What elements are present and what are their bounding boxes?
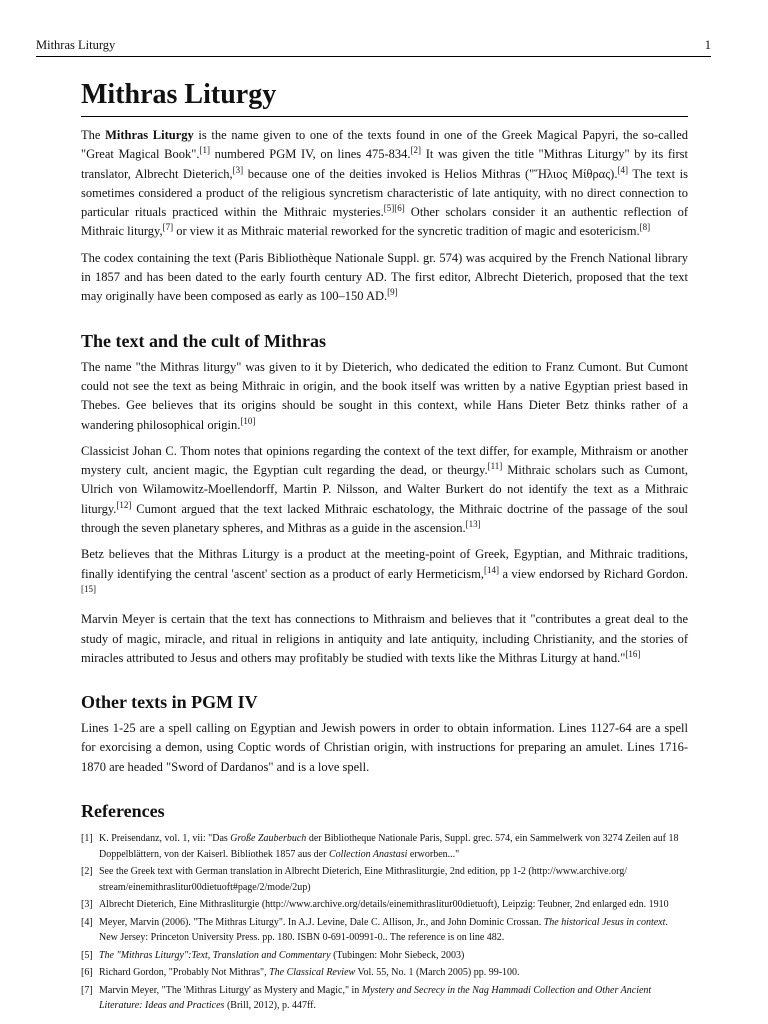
running-header-title: Mithras Liturgy xyxy=(36,38,116,52)
italic-text: The Classical Review xyxy=(269,967,356,979)
italic-text: Collection Anastasi xyxy=(328,848,408,860)
reference-text: See the Greek text with German translation in Albrecht Dieterich, Eine Mithrasliturgie, 2nd edition, pp 1-2 (http://www.archive.org/ stream/einemithraslitur00dietuoft#page/2/mode/2up) xyxy=(99,866,628,893)
section-heading: Other texts in PGM IV xyxy=(81,692,258,713)
citation-link[interactable]: [1] xyxy=(199,145,210,156)
citation-link[interactable]: [14] xyxy=(484,564,499,575)
reference-text: Meyer, Marvin (2006). "The Mithras Liturgy". In A.J. Levine, Dale C. Allison, Jr., and John Dominic Crossan. The historical Jesus in context. New Jersey: Princeton University Press. pp. 180. ISBN 0-691-00991-0.. The reference is on line 482. xyxy=(99,916,668,944)
reference-item xyxy=(81,897,688,913)
citation-link[interactable]: [16] xyxy=(625,648,641,659)
reference-text: Albrecht Dieterich, Eine Mithrasliturgie (http://www.archive.org/details/einemithraslitur00dietuoft), Leipzig: Teubner, 2nd enlarged edn. 1910 xyxy=(99,899,669,911)
article-title: Mithras Liturgy xyxy=(81,78,688,117)
citation-link[interactable]: [12] xyxy=(116,499,132,510)
paragraph: The name "the Mithras liturgy" was given to it by Dieterich, who dedicated the edition to Franz Cumont. But Cumont could not see the text as being Mithraic in origin, and the book itself was written by a native Egyptian priest based in Thebes. Gee believes that its origins should be sought in this context, while Hans Dieter Betz thinks rather of a wandering philosophical origin.[10] xyxy=(81,359,688,432)
paragraph: The codex containing the text (Paris Bibliothèque Nationale Suppl. gr. 574) was acquired by the French National library in 1857 and has been dated to the early fourth century AD. The first editor, Albrecht Dieterich, proposed that the text may originally have been composed as early as 100–150 AD.[9] xyxy=(81,250,688,304)
reference-item xyxy=(81,948,688,964)
bold-term: Mithras Liturgy xyxy=(105,128,194,142)
italic-text: The "Mithras Liturgy":Text, Translation and Commentary xyxy=(99,949,331,961)
citation-link[interactable]: [4] xyxy=(617,164,628,175)
italic-text: Mystery and Secrecy in the Nag Hammadi Collection and Other Ancient Literature: Ideas and Practices xyxy=(99,984,652,1012)
running-header xyxy=(36,38,711,57)
citation-link[interactable]: [15] xyxy=(81,583,96,594)
reference-text: The "Mithras Liturgy":Text, Translation and Commentary (Tubingen: Mohr Siebeck, 2003) xyxy=(99,949,465,961)
italic-text: The historical Jesus in context xyxy=(543,916,666,928)
citation-link[interactable]: [3] xyxy=(232,164,244,175)
section-heading: The text and the cult of Mithras xyxy=(81,330,326,351)
reference-number: [4] xyxy=(81,916,93,928)
reference-number: [5] xyxy=(81,949,93,961)
reference-item xyxy=(81,965,688,981)
reference-list xyxy=(81,831,688,1014)
reference-number: [6] xyxy=(81,967,93,979)
page-number: 1 xyxy=(704,38,711,52)
citation-link[interactable]: [8] xyxy=(639,222,651,233)
article-body xyxy=(81,78,688,1016)
paragraph: Marvin Meyer is certain that the text has connections to Mithraism and believes that it "contributes a great deal to the study of magic, miracle, and ritual in religions in antiquity and late antiquity, including Christianity, and the stories of miracles attributed to Jesus and others may profitably be studied with texts like the Mithras Liturgy at hand."[16] xyxy=(81,612,688,665)
citation-link[interactable]: [9] xyxy=(387,287,398,298)
reference-item xyxy=(81,983,688,1014)
reference-number: [7] xyxy=(81,984,93,996)
citation-link[interactable]: [11] xyxy=(487,461,503,471)
reference-number: [3] xyxy=(81,899,93,911)
citation-link[interactable]: [7] xyxy=(162,222,174,233)
paragraph: The Mithras Liturgy is the name given to one of the texts found in one of the Greek Magical Papyri, the so-called "Great Magical Book".[1] numbered PGM IV, on lines 475-834.[2] It was given the title "Mithras Liturgy" by its first translator, Albrecht Dieterich,[3] because one of the deities invoked is Helios Mithras ("Ἥλιος Μίθρας).[4] The text is sometimes considered a product of the religious syncretism characteristic of late antiquity, with no direct connection to particular rituals practiced within the Mithraic mysteries.[5][6] Other scholars consider it an authentic reflection of Mithraic liturgy,[7] or view it as Mithraic material reworked for the syncretic tradition of magic and esotericism.[8] xyxy=(81,128,689,239)
citation-link[interactable]: [2] xyxy=(410,145,422,156)
reference-item xyxy=(81,831,688,862)
reference-number: [2] xyxy=(81,866,93,878)
paragraph: Betz believes that the Mithras Liturgy is a product at the meeting-point of Greek, Egyptian, and Mithraic traditions, finally identifying the central 'ascent' section as a product of early Hermeticism,[14] a view endorsed by Richard Gordon.[15] xyxy=(81,547,689,594)
reference-item xyxy=(81,864,688,895)
reference-number: [1] xyxy=(81,833,93,845)
citation-link[interactable]: [5][6] xyxy=(383,203,405,214)
reference-text: Richard Gordon, "Probably Not Mithras", The Classical Review Vol. 55, No. 1 (March 2005) pp. 99-100. xyxy=(99,967,520,979)
citation-link[interactable]: [10] xyxy=(240,415,256,426)
reference-item xyxy=(81,915,688,946)
reference-text: Marvin Meyer, "The 'Mithras Liturgy' as Mystery and Magic," in Mystery and Secrecy in the Nag Hammadi Collection and Other Ancient Literature: Ideas and Practices (Brill, 2012), p. 447ff. xyxy=(99,984,652,1012)
reference-text: K. Preisendanz, vol. 1, vii: "Das Große Zauberbuch der Bibliotheque Nationale Paris, Suppl. grec. 574, ein Sammelwerk von 3274 Zeilen auf 18 Doppelblättern, von der Kaiserl. Bibliothek 1857 aus der Collection Anastasi erworben..." xyxy=(99,833,679,860)
italic-text: Große Zauberbuch xyxy=(230,833,307,845)
section-heading: References xyxy=(81,801,165,822)
paragraph: Classicist Johan C. Thom notes that opinions regarding the context of the text differ, for example, Mithraism or another mystery cult, ancient magic, the Egyptian cult regarding the dead, or theurgy.[11] Mithraic scholars such as Cumont, Ulrich von Wilamowitz-Moellendorff, Martin P. Nilsson, and Walter Burkert do not identify the text as a Mithraic liturgy.[12] Cumont argued that the text lacked Mithraic eschatology, the Mithraic doctrine of the passage of the soul through the seven planetary spheres, and Mithras as a guide in the ascension.[13] xyxy=(81,443,688,536)
citation-link[interactable]: [13] xyxy=(465,518,481,529)
paragraph: Lines 1-25 are a spell calling on Egyptian and Jewish powers in order to obtain information. Lines 1127-64 are a spell for exorcising a demon, using Coptic words of Christian origin, with instructions for preparing an amulet. Lines 1716-1870 are headed "Sword of Dardanos" and is a love spell. xyxy=(81,721,688,774)
